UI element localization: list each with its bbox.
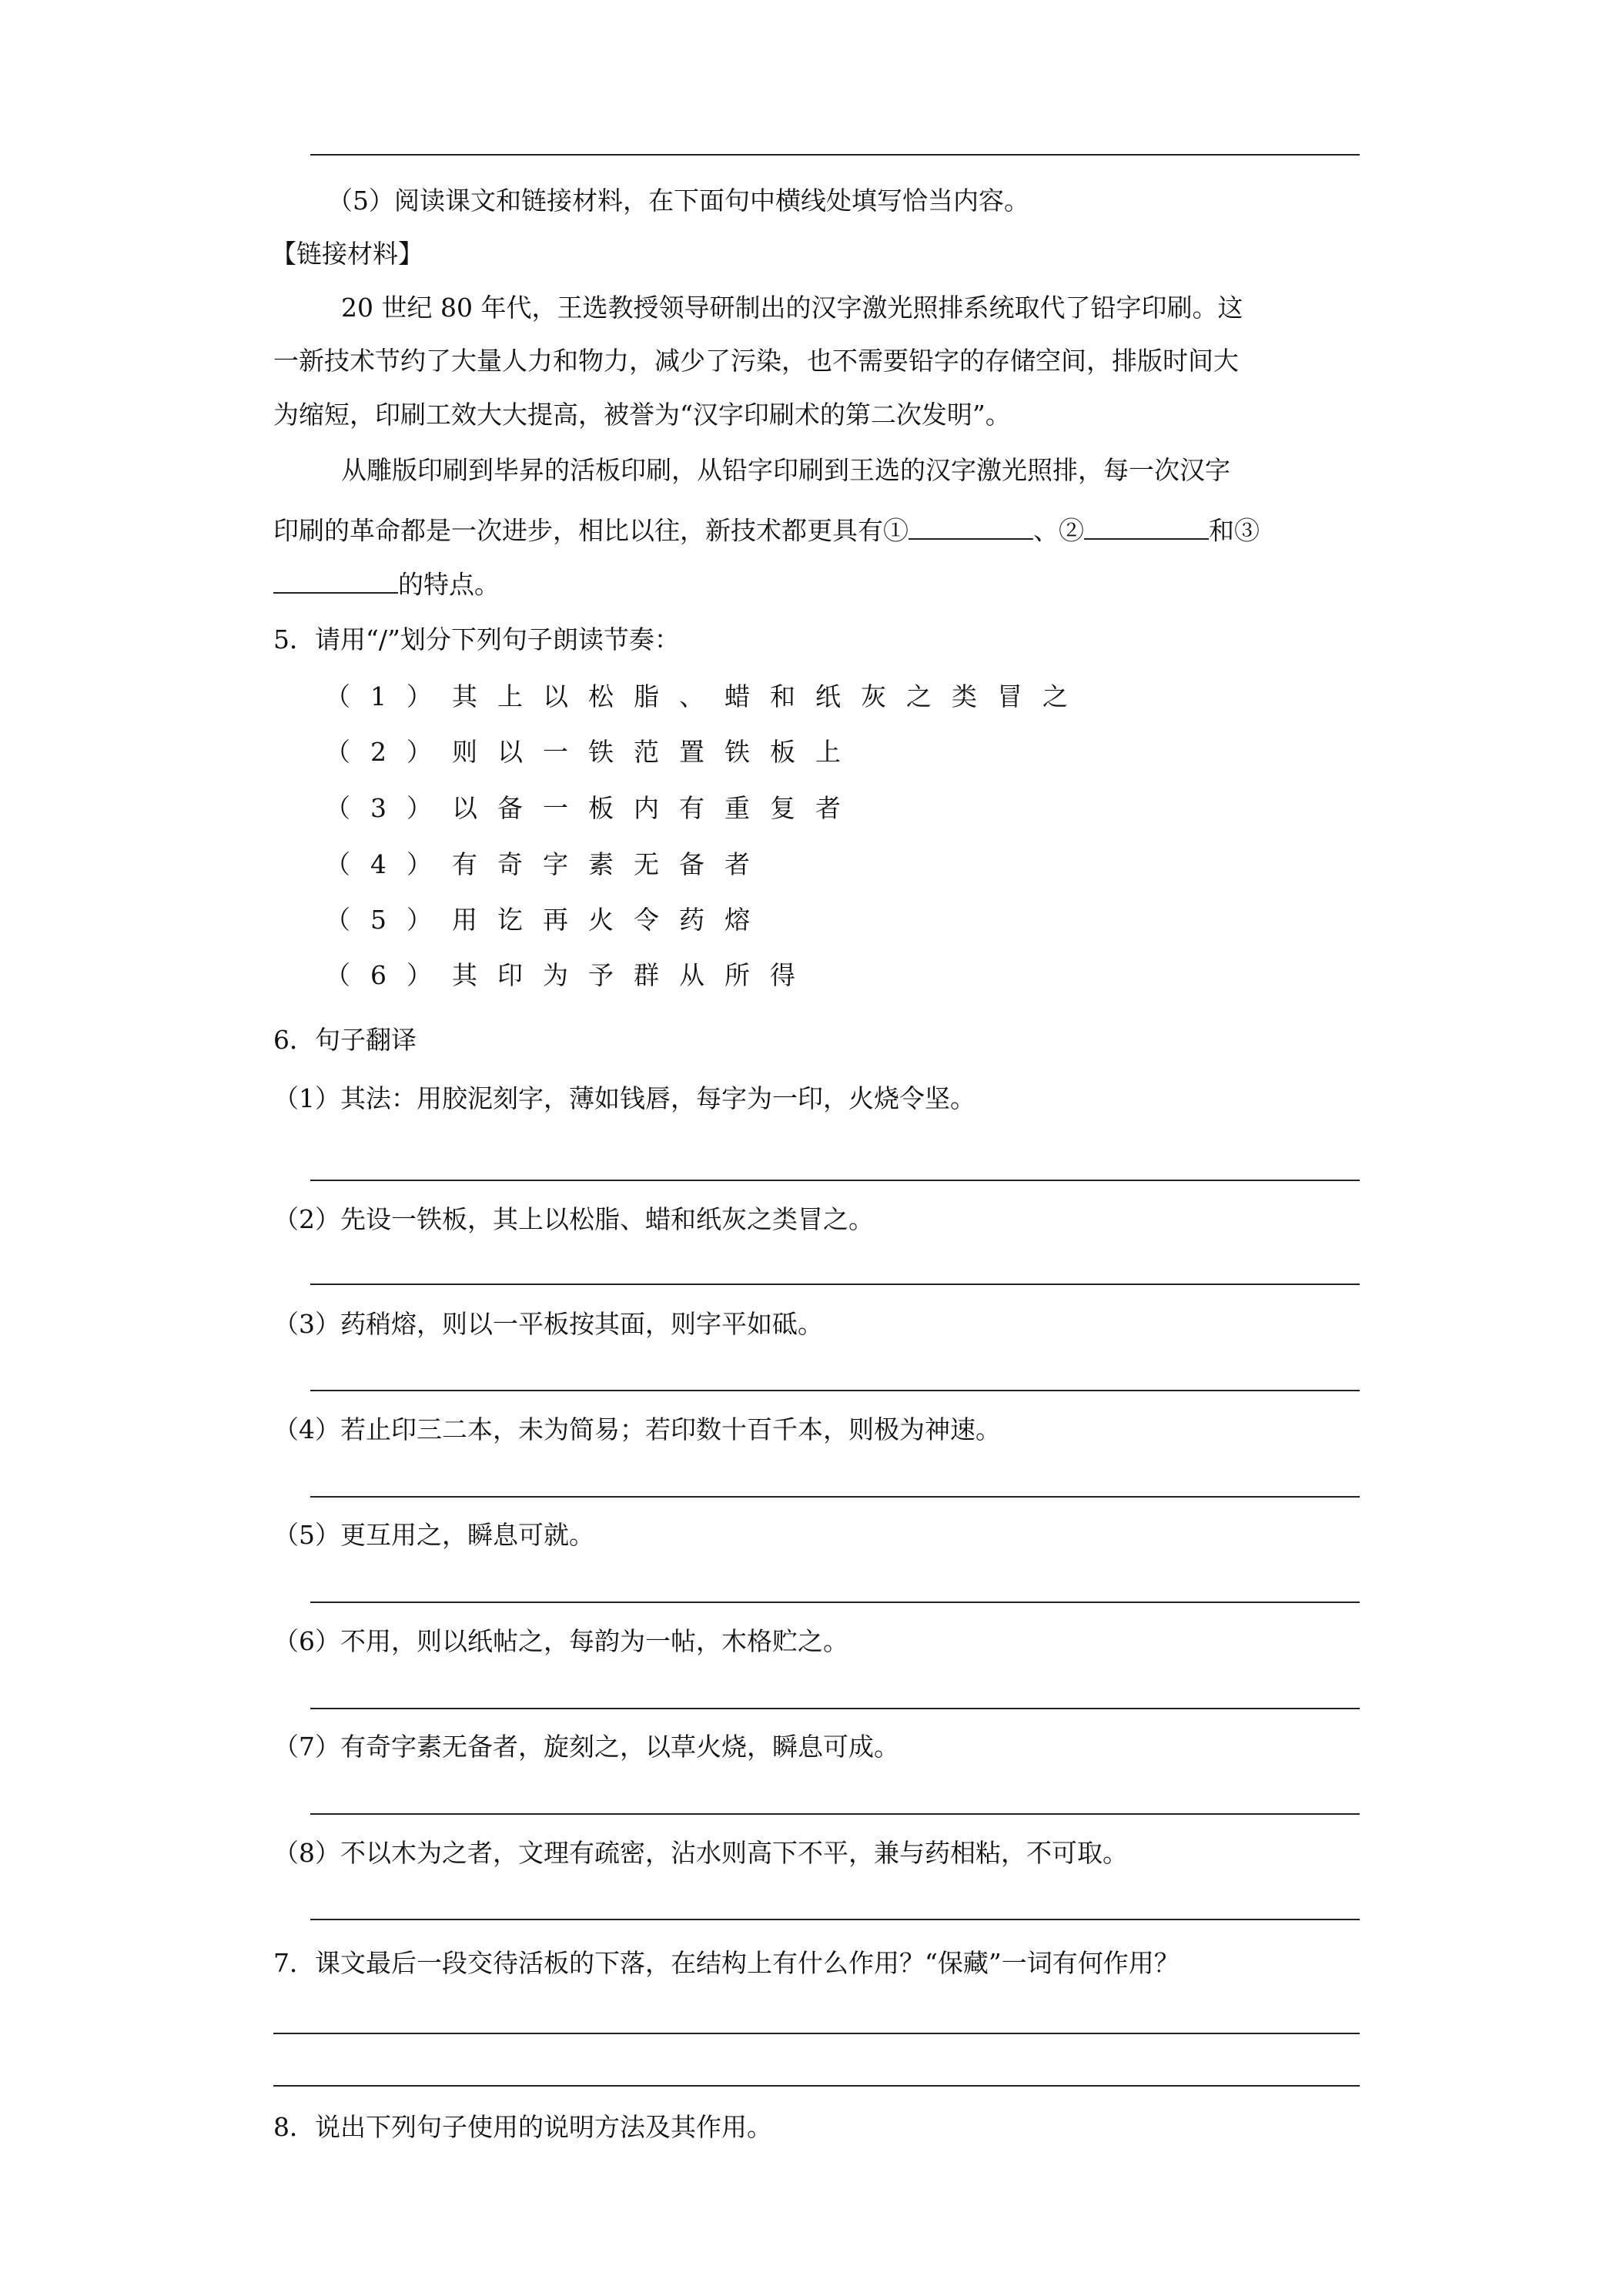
fill-blank-2[interactable] [1084,511,1209,540]
q8-title: 8．说出下列句子使用的说明方法及其作用。 [273,2112,772,2142]
q5-item-6: （6）其印为予群从所得 [325,960,815,990]
fill-suffix: 的特点。 [398,569,500,600]
q6-answer-line-1[interactable] [310,1180,1360,1181]
fill-blank-1[interactable] [909,511,1033,540]
q6-item-6: （6）不用，则以纸帖之，每韵为一帖，木格贮之。 [273,1626,848,1656]
fill-blank-3[interactable] [273,565,398,594]
link-para1-line1: 20 世纪 80 年代，王选教授领导研制出的汉字激光照排系统取代了铅字印刷。这 [341,293,1243,323]
q6-item-4: （4）若止印三二本，未为简易；若印数十百千本，则极为神速。 [273,1414,1001,1444]
q5-item-3: （3）以备一板内有重复者 [325,793,861,823]
q6-item-5: （5）更互用之，瞬息可就。 [273,1520,594,1550]
q4-part5-prompt: （5）阅读课文和链接材料，在下面句中横线处填写恰当内容。 [327,186,1029,216]
q6-answer-line-5[interactable] [310,1602,1360,1603]
link-para2-line2 [273,511,1260,544]
link-para2-line1: 从雕版印刷到毕昇的活板印刷，从铅字印刷到王选的汉字激光照排，每一次汉字 [341,455,1230,485]
link-para1-line3: 为缩短，印刷工效大大提高，被誉为“汉字印刷术的第二次发明”。 [273,400,1011,430]
q6-title: 6．句子翻译 [273,1025,417,1055]
link-para2-line3 [273,565,500,600]
q6-answer-line-3[interactable] [310,1390,1360,1391]
q6-item-2: （2）先设一铁板，其上以松脂、蜡和纸灰之类冒之。 [273,1204,874,1234]
q6-answer-line-2[interactable] [310,1284,1360,1285]
q6-item-3: （3）药稍熔，则以一平板按其面，则字平如砥。 [273,1309,823,1339]
fill-sep-2: 、② [1033,515,1084,546]
q5-item-1: （1）其上以松脂、蜡和纸灰之类冒之 [325,681,1088,711]
q6-item-7: （7）有奇字素无备者，旋刻之，以草火烧，瞬息可成。 [273,1732,899,1762]
q6-answer-line-8[interactable] [310,1919,1360,1920]
q7-answer-line-2[interactable] [273,2085,1360,2087]
fill-prompt-text: 印刷的革命都是一次进步，相比以往，新技术都更具有① [273,515,909,546]
q6-answer-line-7[interactable] [310,1813,1360,1815]
q5-item-5: （5）用讫再火令药熔 [325,905,770,935]
q6-answer-line-4[interactable] [310,1496,1360,1498]
q6-item-1: （1）其法：用胶泥刻字，薄如钱唇，每字为一印，火烧令坚。 [273,1083,975,1113]
link-material-header: 【链接材料】 [271,239,423,269]
q5-item-4: （4）有奇字素无备者 [325,849,770,879]
q7-title: 7．课文最后一段交待活板的下落，在结构上有什么作用？“保藏”一词有何作用？ [273,1948,1180,1978]
q6-item-8: （8）不以木为之者，文理有疏密，沾水则高下不平，兼与药相粘，不可取。 [273,1838,1128,1868]
link-para1-line2: 一新技术节约了大量人力和物力，减少了污染，也不需要铅字的存储空间，排版时间大 [273,346,1239,376]
q7-answer-line-1[interactable] [273,2033,1360,2034]
q5-title: 5．请用“/”划分下列句子朗读节奏： [273,624,680,654]
q5-item-2: （2）则以一铁范置铁板上 [325,737,861,767]
fill-sep-3: 和③ [1209,515,1260,546]
q6-answer-line-6[interactable] [310,1708,1360,1709]
answer-line-top[interactable] [310,154,1360,156]
